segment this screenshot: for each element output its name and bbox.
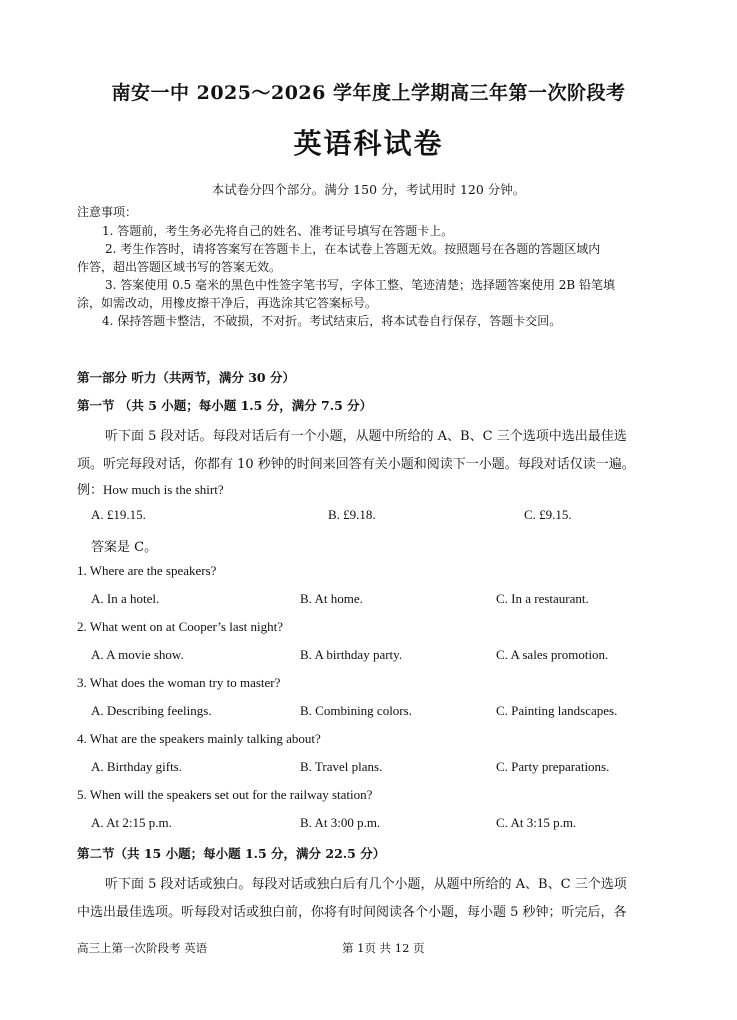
section2-title: 第二节（共 15 小题；每小题 1.5 分，满分 22.5 分） <box>77 846 386 861</box>
q2-option-c: C. A sales promotion. <box>496 647 609 662</box>
q4-option-b: B. Travel plans. <box>300 759 383 774</box>
question-3: 3. What does the woman try to master? <box>77 675 281 690</box>
footer-page: 第 1页 共 12 页 <box>342 941 425 955</box>
q4-option-a: A. Birthday gifts. <box>91 759 182 774</box>
q2-option-a: A. A movie show. <box>91 647 184 662</box>
q5-option-c: C. At 3:15 p.m. <box>496 815 577 830</box>
note-4: 4. 保持答题卡整洁，不破损，不对折。考试结束后，将本试卷自行保存，答题卡交回。 <box>102 314 562 328</box>
section1-instr-line2: 项。听完每段对话，你都有 10 秒钟的时间来回答有关小题和阅读下一小题。每段对话仅读一遍。 <box>77 457 635 472</box>
q1-option-a: A. In a hotel. <box>91 591 160 606</box>
school-title: 南安一中 2025～2026 学年度上学期高三年第一次阶段考 <box>111 82 626 104</box>
paper-title: 英语科试卷 <box>293 127 444 160</box>
q5-option-b: B. At 3:00 p.m. <box>300 815 381 830</box>
note-1: 1. 答题前，考生务必先将自己的姓名、准考证号填写在答题卡上。 <box>102 224 454 238</box>
section1-title: 第一节 （共 5 小题；每小题 1.5 分，满分 7.5 分） <box>77 398 373 413</box>
section1-instr-line1: 听下面 5 段对话。每段对话后有一个小题，从题中所给的 A、B、C 三个选项中选出最佳选 <box>105 429 627 444</box>
question-2: 2. What went on at Cooper’s last night? <box>77 619 284 634</box>
example-question: 例：How much is the shirt? <box>77 482 224 497</box>
q4-option-c: C. Party preparations. <box>496 759 610 774</box>
q5-option-a: A. At 2:15 p.m. <box>91 815 172 830</box>
question-4: 4. What are the speakers mainly talking about? <box>77 731 321 746</box>
section2-instr-line2: 中选出最佳选项。听每段对话或独白前，你将有时间阅读各个小题，每小题 5 秒钟；听完后，各 <box>77 905 627 920</box>
q1-option-b: B. At home. <box>300 591 363 606</box>
note-2-line2: 作答，超出答题区域书写的答案无效。 <box>77 260 282 274</box>
notes-heading: 注意事项： <box>77 205 138 219</box>
note-3-line2: 涂，如需改动，用橡皮擦干净后，再选涂其它答案标号。 <box>77 296 378 310</box>
q3-option-c: C. Painting landscapes. <box>496 703 618 718</box>
note-2-line1: 2. 考生作答时，请将答案写在答题卡上，在本试卷上答题无效。按照题号在各题的答题区域内 <box>105 242 601 256</box>
footer-left: 高三上第一次阶段考 英语 <box>77 941 208 955</box>
example-option-b: B. £9.18. <box>328 507 376 522</box>
example-answer: 答案是 C。 <box>91 540 158 555</box>
note-3-line1: 3. 答案使用 0.5 毫米的黑色中性签字笔书写，字体工整、笔迹清楚；选择题答案使用 2B 铅笔填 <box>105 278 616 292</box>
intro-text: 本试卷分四个部分。满分 150 分，考试用时 120 分钟。 <box>211 182 526 197</box>
q1-option-c: C. In a restaurant. <box>496 591 589 606</box>
q3-option-a: A. Describing feelings. <box>91 703 212 718</box>
q2-option-b: B. A birthday party. <box>300 647 403 662</box>
q3-option-b: B. Combining colors. <box>300 703 412 718</box>
section2-instr-line1: 听下面 5 段对话或独白。每段对话或独白后有几个小题，从题中所给的 A、B、C 三个选项 <box>105 877 627 892</box>
question-1: 1. Where are the speakers? <box>77 563 217 578</box>
question-5: 5. When will the speakers set out for the railway station? <box>77 787 373 802</box>
part1-title: 第一部分 听力（共两节，满分 30 分） <box>77 370 295 385</box>
example-option-a: A. £19.15. <box>91 507 146 522</box>
example-option-c: C. £9.15. <box>524 507 572 522</box>
